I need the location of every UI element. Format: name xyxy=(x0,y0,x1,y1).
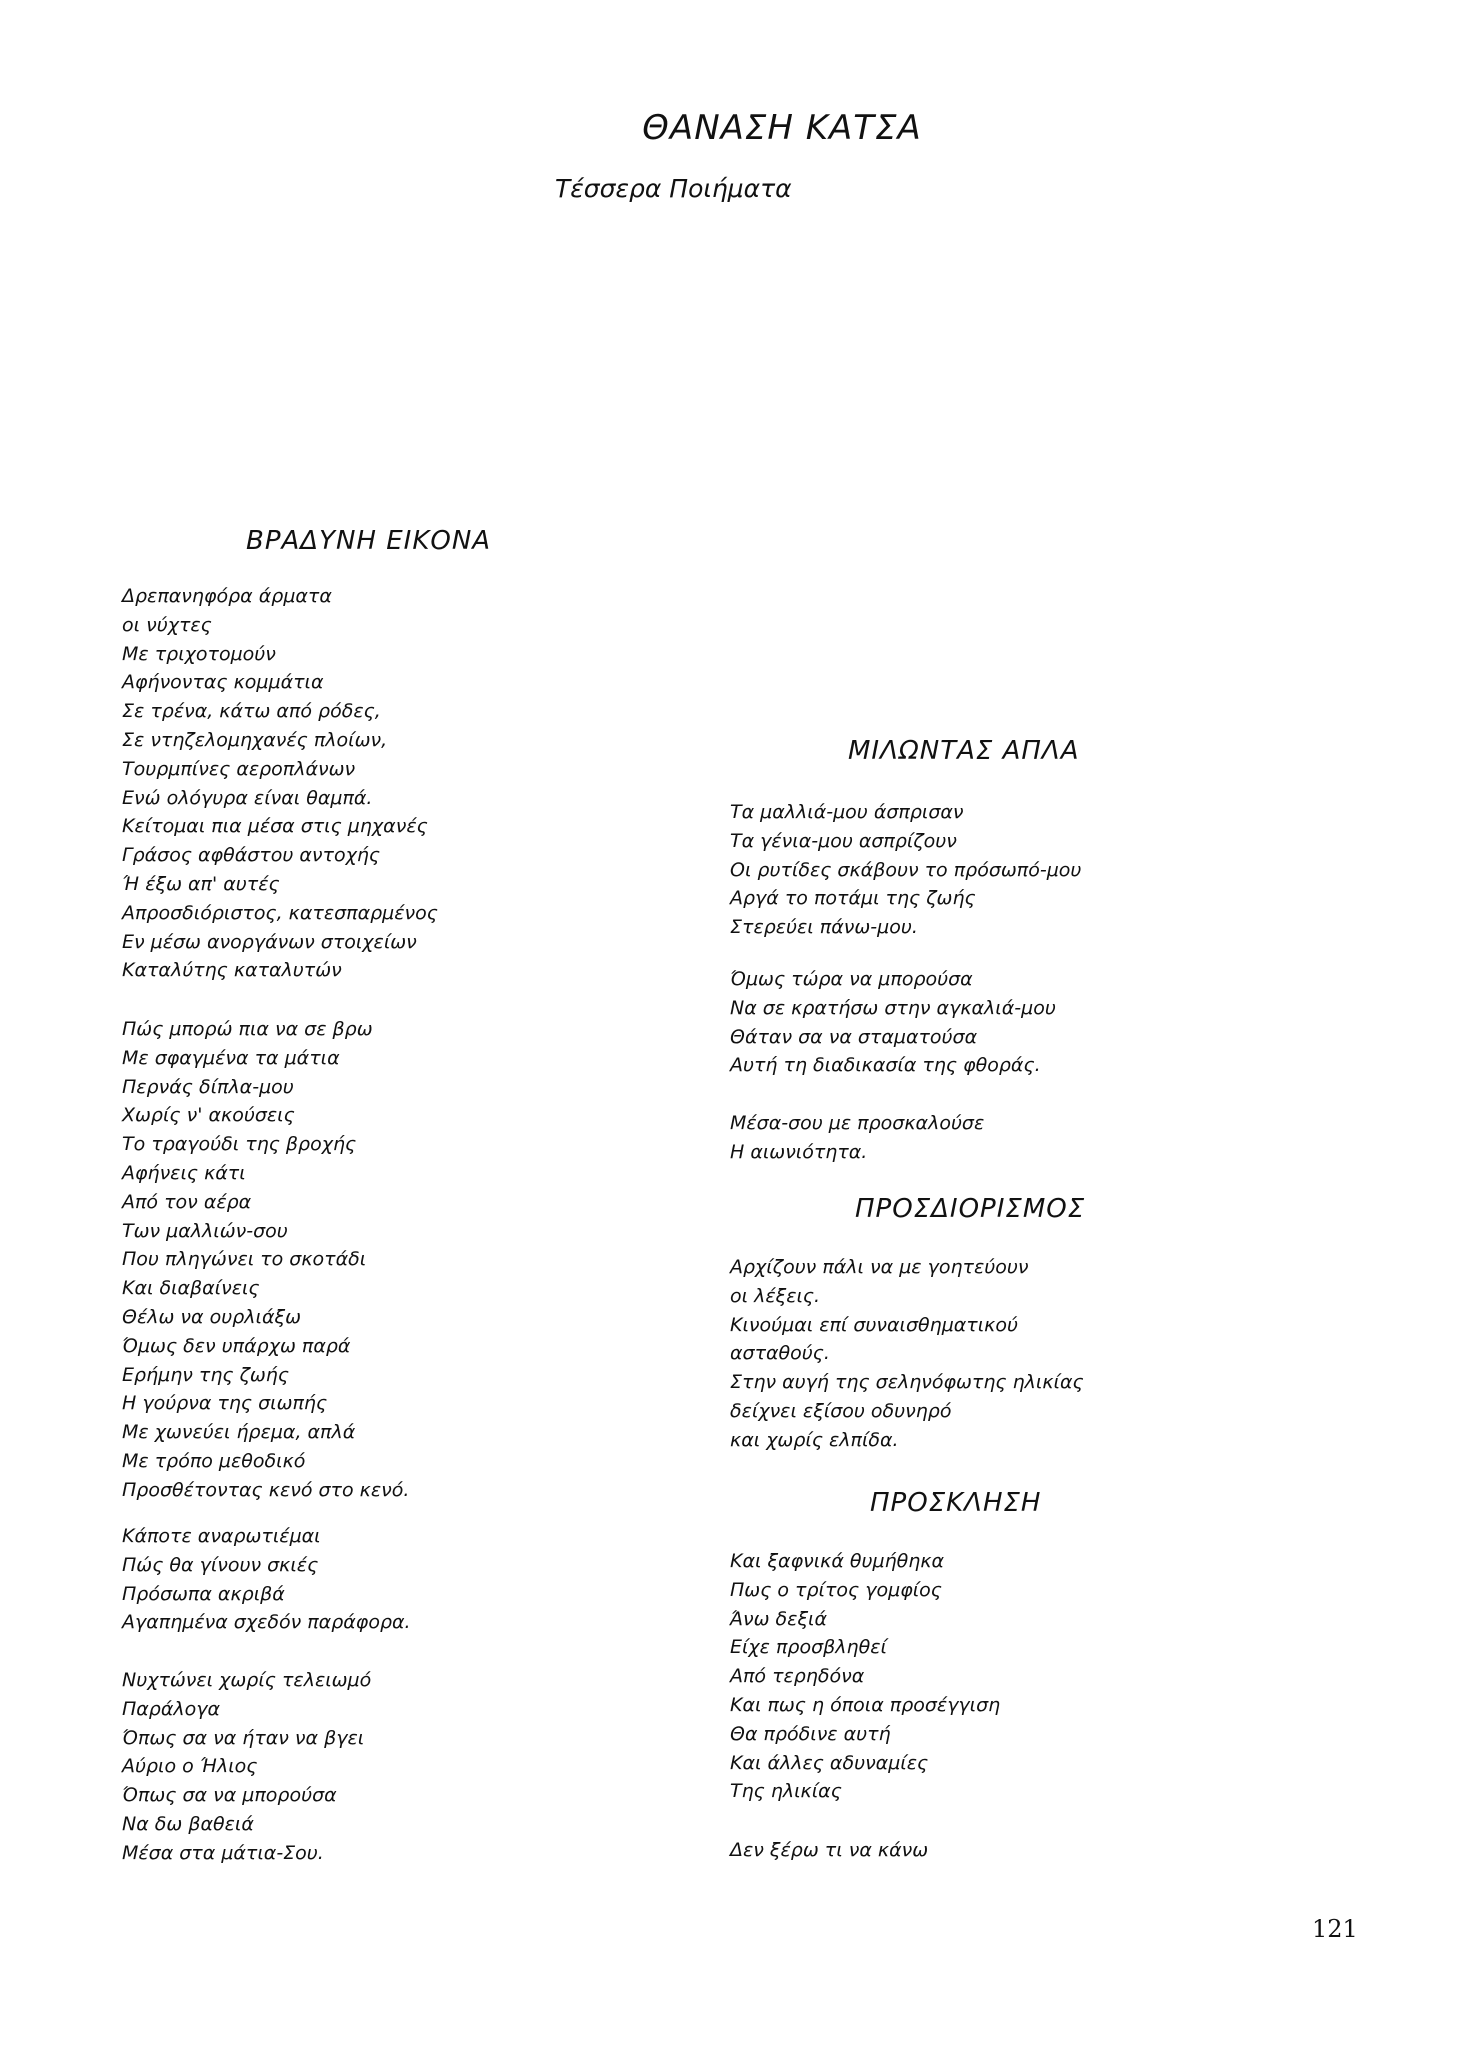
poem-line: Θα πρόδινε αυτή xyxy=(730,1722,891,1745)
poem-line: Τουρμπίνες αεροπλάνων xyxy=(122,757,356,780)
poem-line: Και άλλες αδυναμίες xyxy=(730,1751,929,1774)
poem-line: Ενώ ολόγυρα είναι θαμπά. xyxy=(122,786,373,809)
poem-line: Στερεύει πάνω-μου. xyxy=(730,916,918,939)
poem-line: Δρεπανηφόρα άρματα xyxy=(122,585,332,607)
poem-line: Εν μέσω ανοργάνων στοιχείων xyxy=(122,930,417,953)
poem-line: Κινούμαι επί συναισθηματικού xyxy=(730,1313,1018,1336)
poem-line: Με τριχοτομούν xyxy=(122,642,276,665)
poem-line: Και πως η όποια προσέγγιση xyxy=(730,1693,1001,1716)
poem-line: Αγαπημένα σχεδόν παράφορα. xyxy=(122,1611,411,1634)
poem-line: Όπως σα να μπορούσα xyxy=(122,1784,337,1807)
poem-line: Να σε κρατήσω στην αγκαλιά-μου xyxy=(730,996,1056,1019)
poem-line: και χωρίς ελπίδα. xyxy=(730,1428,899,1451)
poem-line: Προσθέτοντας κενό στο κενό. xyxy=(122,1478,410,1501)
poem-line: Στην αυγή της σεληνόφωτης ηλικίας xyxy=(730,1371,1084,1394)
poem-line: Με σφαγμένα τα μάτια xyxy=(122,1046,340,1069)
poem-line: Και διαβαίνεις xyxy=(122,1277,260,1300)
poem-line: Αργά το ποτάμι της ζωής xyxy=(730,887,976,910)
poem-line: Όπως σα να ήταν να βγει xyxy=(122,1726,365,1749)
poem-line: Καταλύτης καταλυτών xyxy=(122,959,342,982)
poem-line: Σε τρένα, κάτω από ρόδες, xyxy=(122,700,381,723)
stanza xyxy=(730,1109,984,1167)
poem-line: Η αιωνιότητα. xyxy=(730,1140,868,1163)
poem-line: Και ξαφνικά θυμήθηκα xyxy=(730,1550,945,1572)
poem-title: ΠΡΟΣΔΙΟΡΙΣΜΟΣ xyxy=(855,1194,1086,1224)
poem-line: Που πληγώνει το σκοτάδι xyxy=(122,1248,367,1271)
stanza xyxy=(122,1666,371,1868)
poem-line: Νυχτώνει χωρίς τελειωμό xyxy=(122,1669,372,1691)
poem-line: Η γούρνα της σιωπής xyxy=(122,1392,328,1415)
poem-line: Από τον αέρα xyxy=(122,1190,252,1213)
poem-line: Να δω βαθειά xyxy=(122,1812,254,1835)
poem-line: Είχε προσβληθεί xyxy=(730,1636,887,1659)
poem-line: δείχνει εξίσου οδυνηρό xyxy=(730,1399,952,1422)
poem-line: Αρχίζουν πάλι να με γοητεύουν xyxy=(730,1256,1029,1278)
author-name: ΘΑΝΑΣΗ ΚΑΤΣΑ xyxy=(642,108,922,148)
poem-line: οι λέξεις. xyxy=(730,1284,821,1307)
stanza xyxy=(730,965,1056,1080)
poem-line: Θάταν σα να σταματούσα xyxy=(730,1025,978,1048)
poem-title: ΠΡΟΣΚΛΗΣΗ xyxy=(870,1488,1042,1518)
poem-line: Αυτή τη διαδικασία της φθοράς. xyxy=(730,1054,1041,1077)
poem-line: Σε ντηζελομηχανές πλοίων, xyxy=(122,728,388,751)
stanza xyxy=(730,798,1081,942)
poem-line: Κείτομαι πια μέσα στις μηχανές xyxy=(122,815,428,838)
poem-line: Γράσος αφθάστου αντοχής xyxy=(122,844,381,867)
poem-line: Παράλογα xyxy=(122,1697,221,1720)
poem-line: Τα μαλλιά-μου άσπρισαν xyxy=(730,801,964,823)
poem-line: Πως ο τρίτος γομφίος xyxy=(730,1578,942,1601)
page-number: 121 xyxy=(1312,1915,1358,1943)
poem-line: Των μαλλιών-σου xyxy=(122,1219,288,1242)
stanza xyxy=(122,1522,411,1637)
stanza xyxy=(122,1015,409,1505)
poem-line: Ή έξω απ' αυτές xyxy=(122,872,280,895)
poem-line: Αφήνεις κάτι xyxy=(122,1161,246,1184)
poem-line: οι νύχτες xyxy=(122,613,212,636)
poem-line: Αύριο ο Ήλιος xyxy=(122,1755,258,1778)
poem-line: Από τερηδόνα xyxy=(730,1665,865,1688)
poem-line: Το τραγούδι της βροχής xyxy=(122,1133,357,1156)
poem-line: Απροσδιόριστος, κατεσπαρμένος xyxy=(122,901,438,924)
poem-line: Της ηλικίας xyxy=(730,1780,842,1803)
poem-line: Περνάς δίπλα-μου xyxy=(122,1075,294,1098)
collection-title: Τέσσερα Ποιήματα xyxy=(555,174,792,203)
poem-line: Τα γένια-μου ασπρίζουν xyxy=(730,829,957,852)
poem-line: Δεν ξέρω τι να κάνω xyxy=(730,1839,929,1861)
stanza xyxy=(730,1253,1084,1455)
poem-line: Πώς θα γίνουν σκιές xyxy=(122,1553,319,1576)
poem-line: Μέσα στα μάτια-Σου. xyxy=(122,1841,324,1864)
poem-title: ΒΡΑΔΥΝΗ ΕΙΚΟΝΑ xyxy=(246,526,492,556)
poem-line: Πώς μπορώ πια να σε βρω xyxy=(122,1018,373,1040)
poem-line: ασταθούς. xyxy=(730,1342,830,1365)
stanza xyxy=(730,1547,1000,1806)
poem-line: Με τρόπο μεθοδικό xyxy=(122,1449,306,1472)
poem-line: Θέλω να ουρλιάξω xyxy=(122,1305,301,1328)
poem-line: Όμως δεν υπάρχω παρά xyxy=(122,1334,351,1357)
poem-line: Με χωνεύει ήρεμα, απλά xyxy=(122,1421,356,1444)
poem-line: Αφήνοντας κομμάτια xyxy=(122,671,324,694)
stanza xyxy=(122,582,438,985)
poem-line: Κάποτε αναρωτιέμαι xyxy=(122,1525,321,1547)
poem-line: Οι ρυτίδες σκάβουν το πρόσωπό-μου xyxy=(730,858,1082,881)
poem-line: Μέσα-σου με προσκαλούσε xyxy=(730,1112,985,1134)
stanza xyxy=(730,1836,928,1865)
poem-line: Άνω δεξιά xyxy=(730,1607,828,1630)
poem-title: ΜΙΛΩΝΤΑΣ ΑΠΛΑ xyxy=(848,736,1080,766)
poem-line: Όμως τώρα να μπορούσα xyxy=(730,968,973,990)
poem-line: Χωρίς ν' ακούσεις xyxy=(122,1104,295,1127)
poem-line: Ερήμην της ζωής xyxy=(122,1363,290,1386)
poem-line: Πρόσωπα ακριβά xyxy=(122,1582,285,1605)
